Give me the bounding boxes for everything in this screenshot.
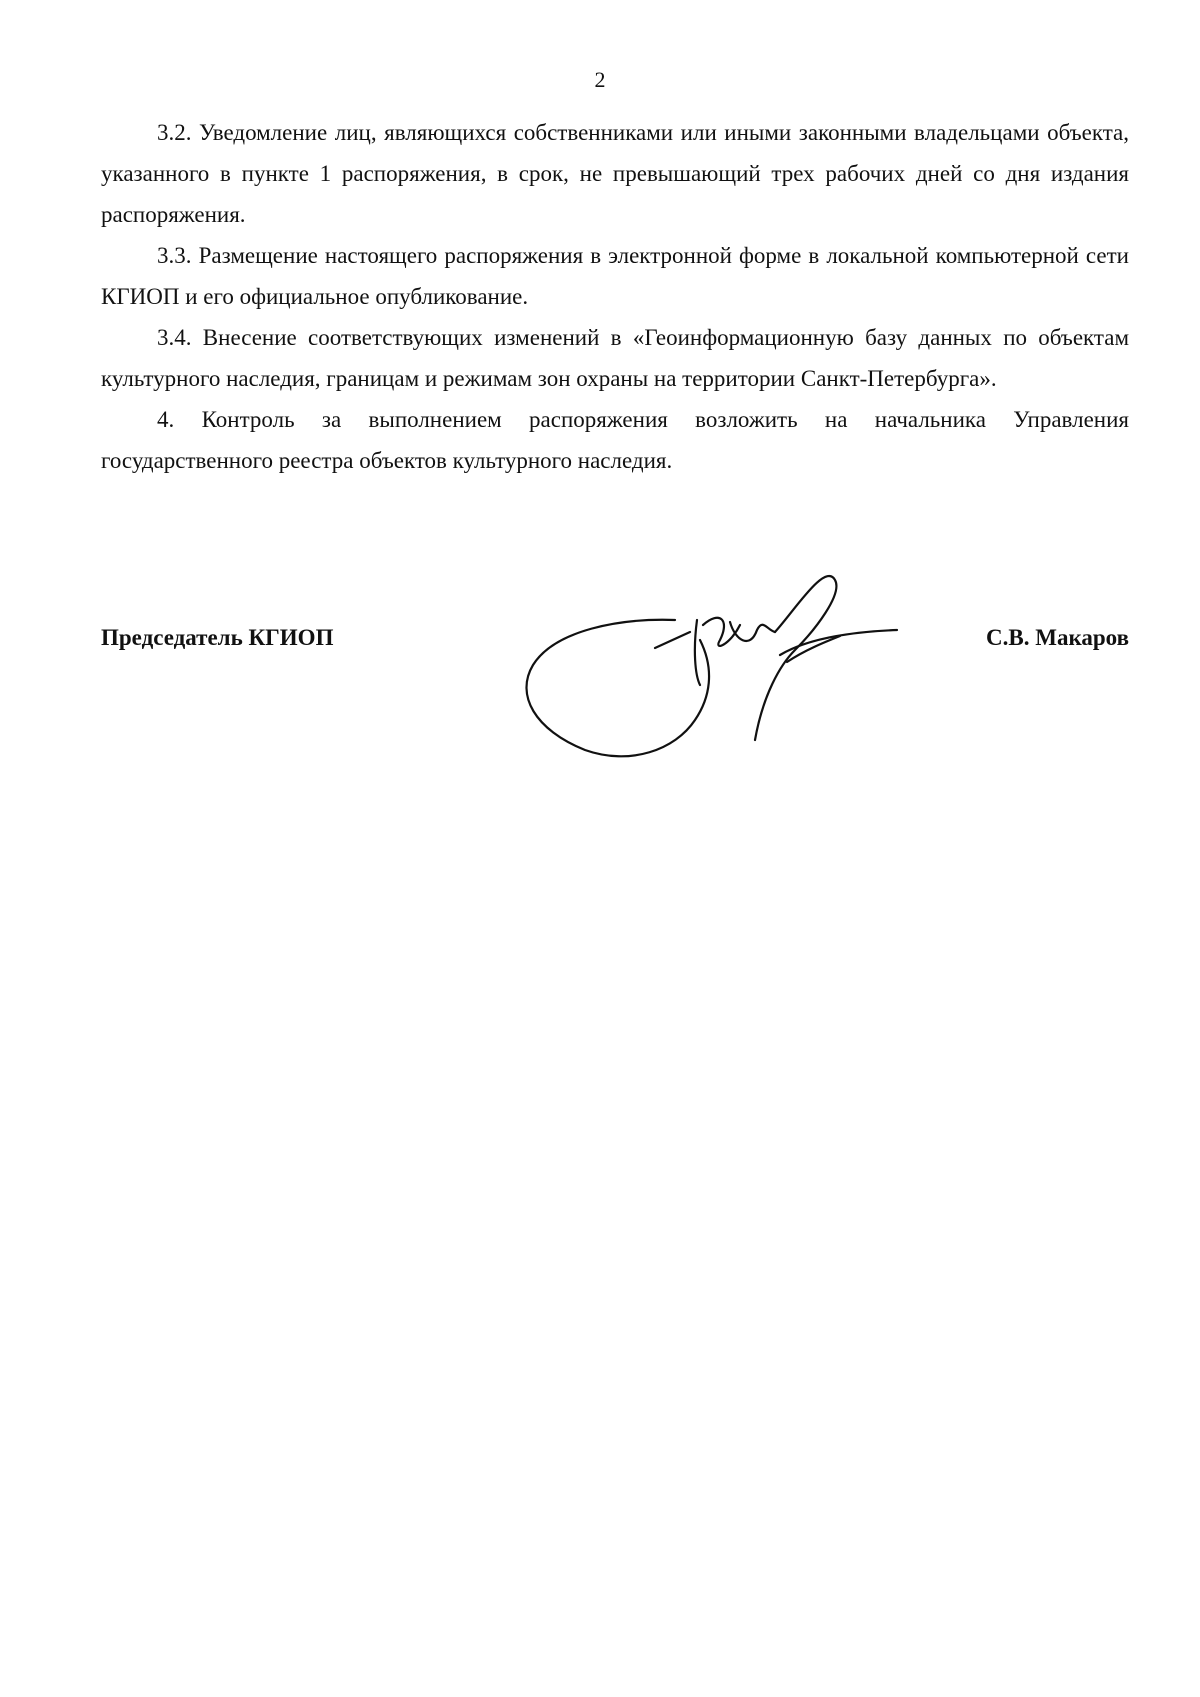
paragraph-3-3: 3.3. Размещение настоящего распоряжения в электронной форме в локальной компьютерной сети КГИОП и его официальное опубликование. bbox=[101, 243, 1129, 309]
page-number: 2 bbox=[594, 67, 606, 92]
paragraph-4: 4. Контроль за выполнением распоряжения возложить на начальника Управления государственного реестра объектов культурного наследия. bbox=[101, 407, 1129, 473]
signature-row bbox=[101, 620, 1129, 660]
handwritten-signature bbox=[525, 570, 945, 780]
paragraph-3-4: 3.4. Внесение соответствующих изменений в «Геоинформационную базу данных по объектам культурного наследия, границам и режимам зон охраны на территории Санкт-Петербурга». bbox=[101, 325, 1129, 391]
signer-title: Председатель КГИОП bbox=[101, 625, 334, 650]
document-body bbox=[101, 112, 1129, 481]
signer-name: С.В. Макаров bbox=[986, 625, 1129, 650]
paragraph-3-2: 3.2. Уведомление лиц, являющихся собственниками или иными законными владельцами объекта, указанного в пункте 1 распоряжения, в срок, не превышающий трех рабочих дней со дня издания распоряжения. bbox=[101, 120, 1129, 227]
